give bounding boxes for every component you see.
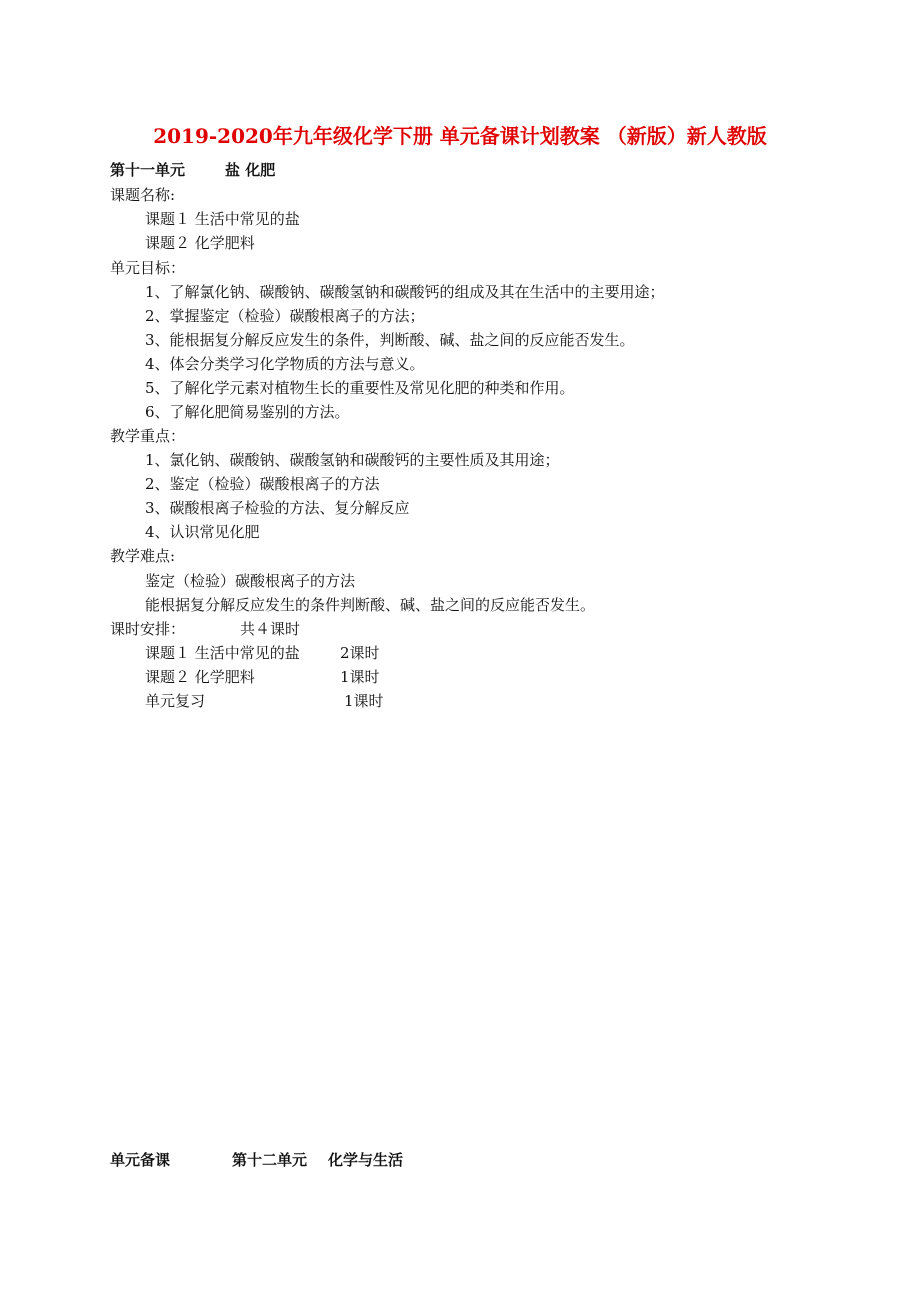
difficulty-item: 能根据复分解反应发生的条件判断酸、碱、盐之间的反应能否发生。 [145, 596, 596, 614]
difficulties-heading: 教学难点: [110, 547, 176, 565]
document-title: 2019-2020年九年级化学下册 单元备课计划教案 （新版）新人教版 [153, 124, 767, 148]
schedule-row [110, 619, 301, 639]
topic-item: 课题１ 生活中常见的盐 [145, 210, 300, 228]
key-point-item: 3、碳酸根离子检验的方法、复分解反应 [145, 499, 410, 517]
goal-item: 4、体会分类学习化学物质的方法与意义。 [145, 355, 425, 373]
schedule-item [145, 643, 380, 663]
schedule-item-label: 课题１ 生活中常见的盐 [145, 644, 300, 662]
goal-item: 2、掌握鉴定（检验）碳酸根离子的方法； [145, 307, 425, 325]
schedule-total: 共４课时 [240, 620, 301, 638]
schedule-item-hours: 2课时 [340, 644, 380, 662]
unit12-header [110, 1150, 404, 1170]
unit12-label: 单元备课 [110, 1151, 171, 1169]
unit11-header [110, 160, 276, 180]
key-point-item: 1、氯化钠、碳酸钠、碳酸氢钠和碳酸钙的主要性质及其用途； [145, 451, 560, 469]
unit11-name: 盐 化肥 [225, 161, 276, 179]
schedule-item [145, 691, 384, 711]
goal-item: 5、了解化学元素对植物生长的重要性及常见化肥的种类和作用。 [145, 379, 575, 397]
schedule-item-label: 课题２ 化学肥料 [145, 668, 255, 686]
schedule-item-label: 单元复习 [145, 692, 206, 710]
schedule-heading: 课时安排： [110, 620, 186, 638]
schedule-item-hours: 1课时 [340, 668, 380, 686]
schedule-item [145, 667, 380, 687]
goal-item: 1、了解氯化钠、碳酸钠、碳酸氢钠和碳酸钙的组成及其在生活中的主要用途； [145, 283, 665, 301]
schedule-item-hours: 1课时 [344, 692, 384, 710]
goals-heading: 单元目标： [110, 259, 186, 277]
goal-item: 6、了解化肥简易鉴别的方法。 [145, 403, 350, 421]
goal-item: 3、能根据复分解反应发生的条件，判断酸、碱、盐之间的反应能否发生。 [145, 331, 635, 349]
topics-heading: 课题名称: [110, 186, 176, 204]
topic-item: 课题２ 化学肥料 [145, 234, 255, 252]
key-point-item: 2、鉴定（检验）碳酸根离子的方法 [145, 475, 380, 493]
key-point-item: 4、认识常见化肥 [145, 523, 260, 541]
unit12-unit-label: 第十二单元 [232, 1151, 308, 1169]
unit12-name: 化学与生活 [328, 1151, 404, 1169]
difficulty-item: 鉴定（检验）碳酸根离子的方法 [145, 572, 356, 590]
key-points-heading: 教学重点： [110, 427, 186, 445]
unit11-label: 第十一单元 [110, 161, 186, 179]
